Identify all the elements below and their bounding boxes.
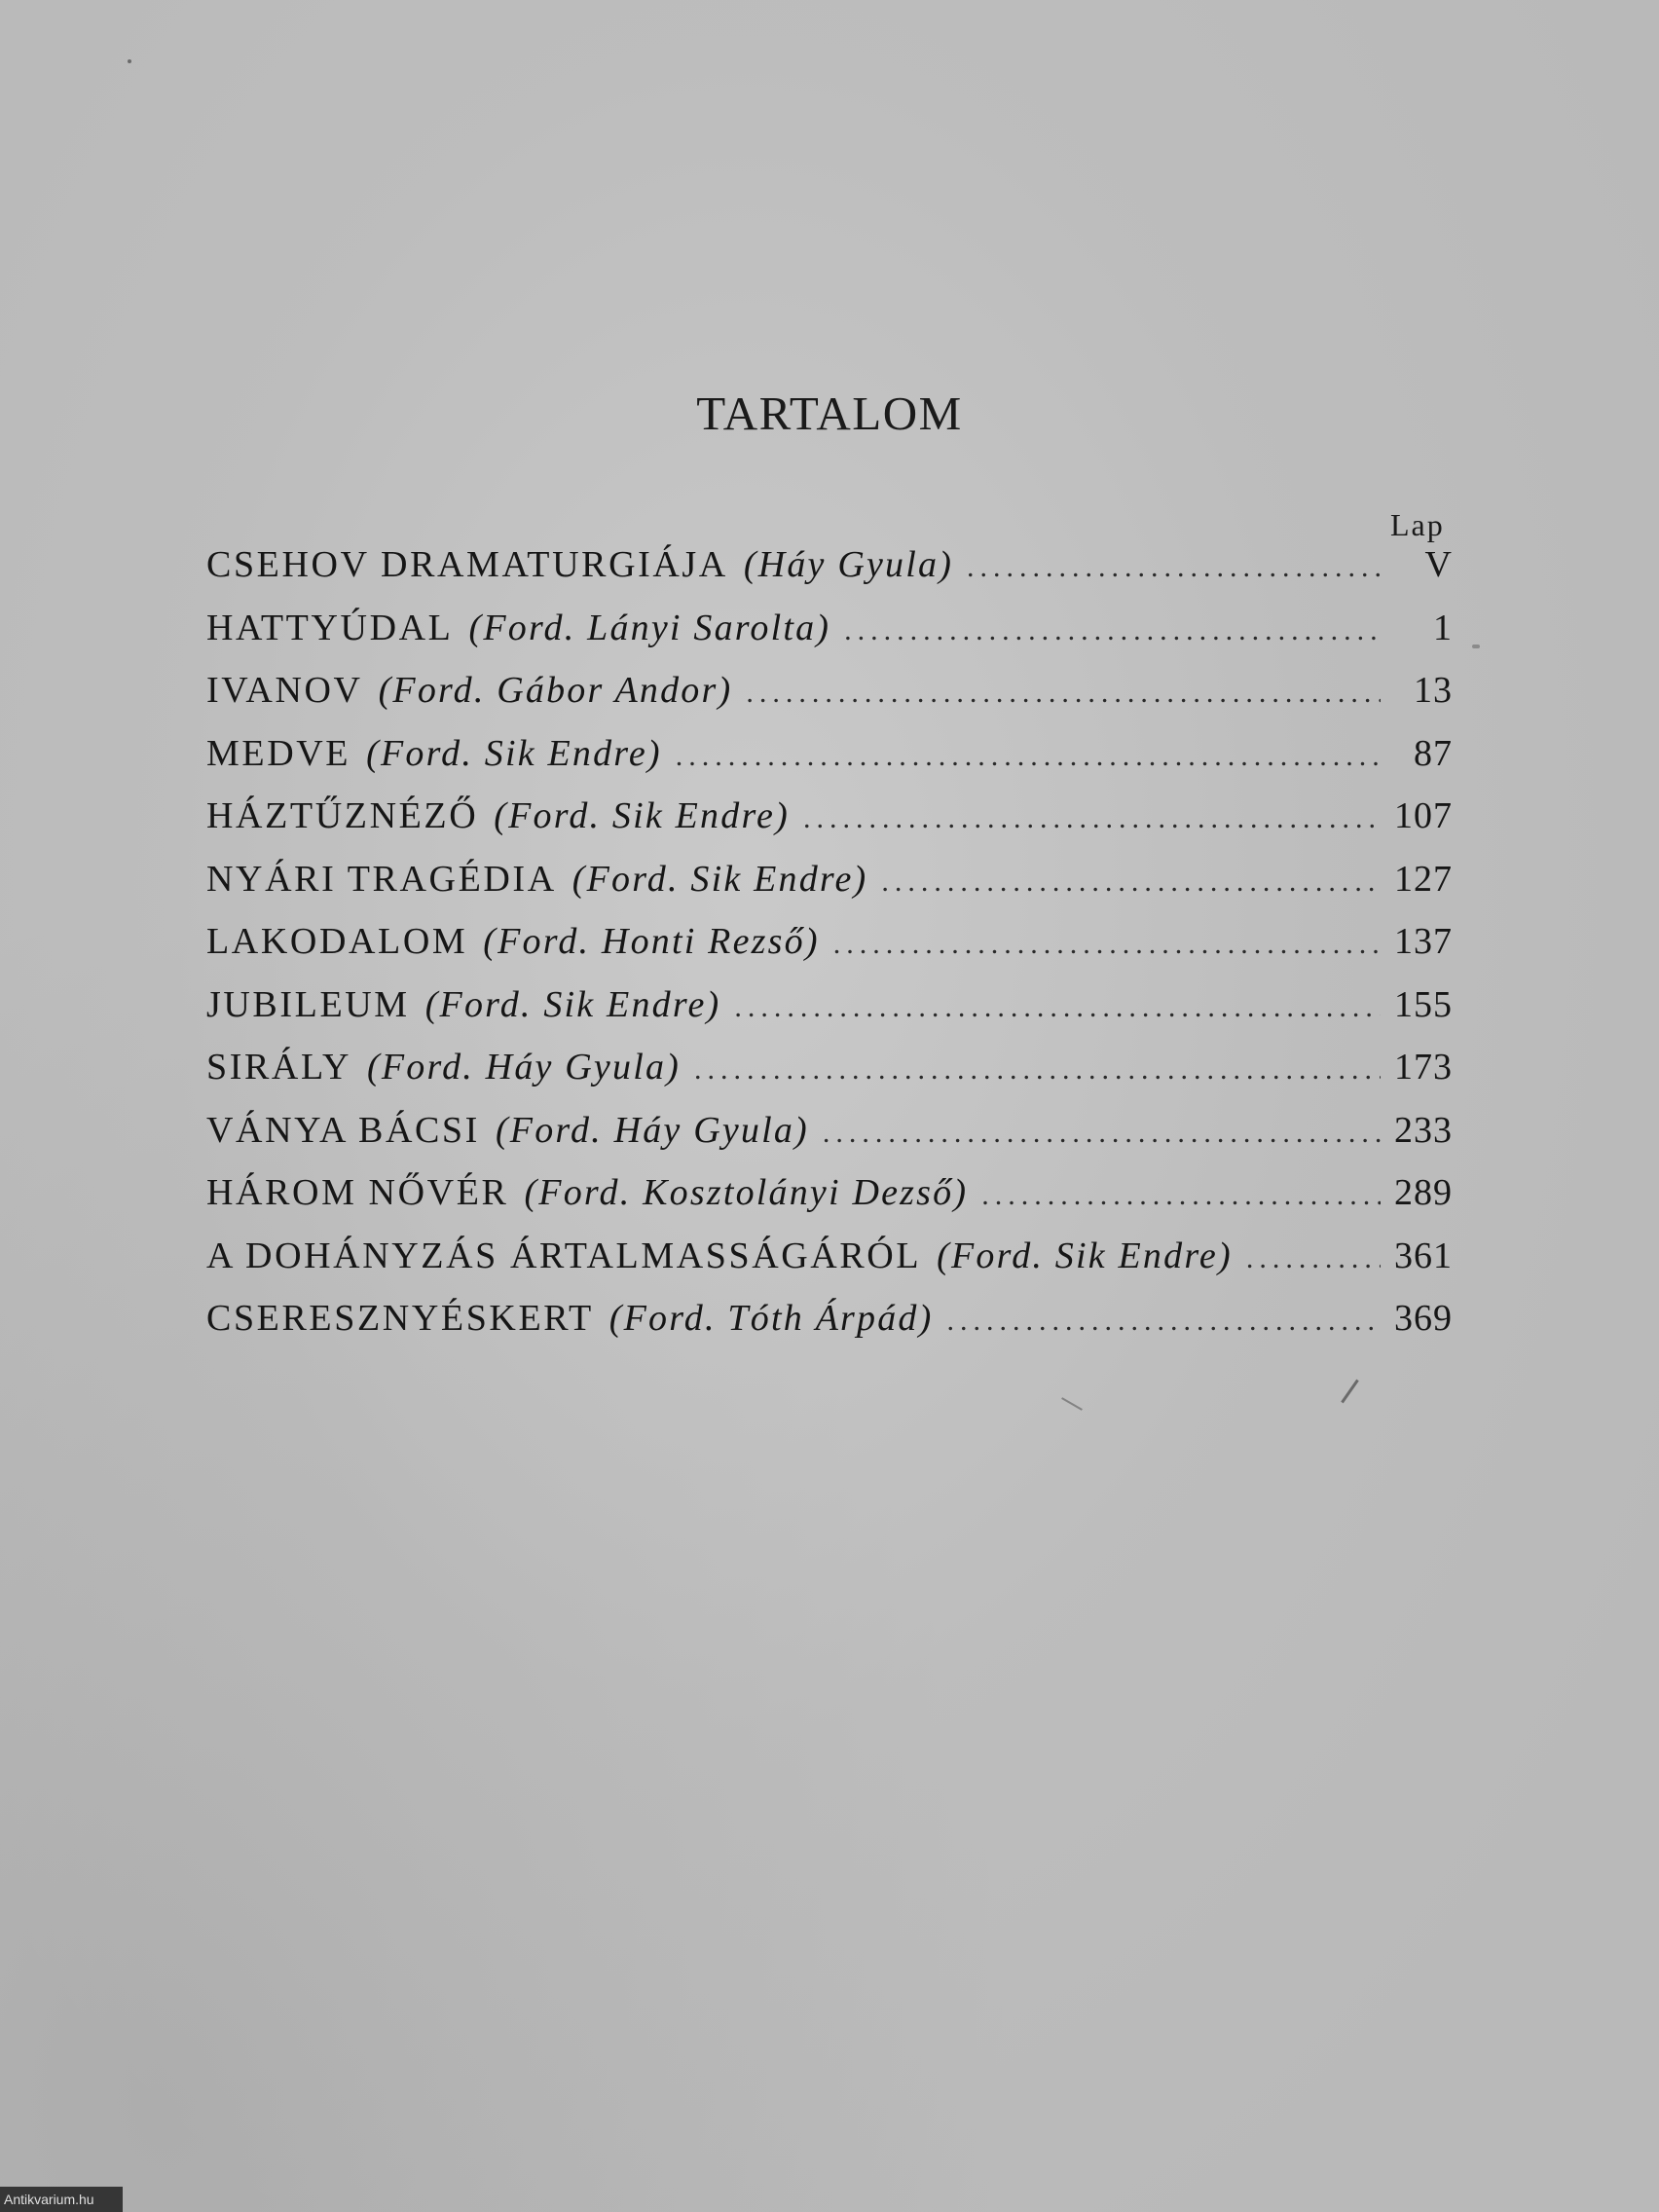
dot-leader [746, 677, 1381, 710]
toc-entry-page: 127 [1394, 858, 1453, 900]
toc-entry-translator: (Ford. Kosztolányi Dezső) [524, 1172, 969, 1213]
toc-entry [206, 920, 1453, 983]
toc-entry [206, 543, 1453, 607]
toc-entry-page: 289 [1394, 1172, 1453, 1213]
toc-entry-title: A DOHÁNYZÁS ÁRTALMASSÁGÁRÓL [206, 1235, 922, 1276]
toc-entry-title: NYÁRI TRAGÉDIA [206, 858, 557, 900]
toc-entry-translator: (Ford. Sik Endre) [366, 732, 662, 774]
dot-leader [967, 551, 1381, 584]
dot-leader [734, 991, 1381, 1024]
toc-entry-title: HÁROM NŐVÉR [206, 1172, 509, 1213]
toc-entry-title: IVANOV [206, 670, 363, 711]
toc-entry-page: 361 [1394, 1235, 1453, 1276]
toc-entry [206, 1046, 1453, 1109]
toc-entry-translator: (Ford. Háy Gyula) [367, 1047, 682, 1088]
toc-entry-page: V [1424, 544, 1453, 585]
toc-entry-translator: (Ford. Honti Rezső) [483, 921, 820, 962]
toc-entry-translator: (Ford. Lányi Sarolta) [468, 607, 831, 648]
toc-entry-translator: (Ford. Gábor Andor) [378, 670, 733, 711]
toc-entry [206, 794, 1453, 858]
dot-leader [694, 1053, 1381, 1087]
toc-entry-page: 173 [1394, 1047, 1453, 1088]
page-column-header: Lap [1390, 507, 1445, 542]
toc-entry-translator: (Ford. Sik Endre) [571, 858, 868, 900]
dot-leader [676, 740, 1381, 773]
toc-entry-translator: (Háy Gyula) [743, 544, 954, 585]
toc-entry [206, 1235, 1453, 1298]
toc-entry-title: MEDVE [206, 732, 351, 774]
toc-entry-title: SIRÁLY [206, 1047, 352, 1088]
site-watermark: Antikvarium.hu [0, 2187, 123, 2212]
toc-entry-translator: (Ford. Sik Endre) [494, 795, 790, 836]
toc-entry-translator: (Ford. Háy Gyula) [495, 1109, 809, 1151]
toc-entry [206, 607, 1453, 670]
toc-entry-title: VÁNYA BÁCSI [206, 1109, 480, 1151]
toc-entry-title: HATTYÚDAL [206, 607, 454, 648]
dot-leader [803, 802, 1381, 835]
dot-leader [823, 1117, 1381, 1150]
paper-scratch [1061, 1397, 1083, 1411]
toc-entry-page: 107 [1394, 795, 1453, 836]
toc-entry [206, 1109, 1453, 1172]
page-title: TARTALOM [696, 387, 963, 440]
paper-scratch [1341, 1380, 1359, 1404]
toc-entry-title: JUBILEUM [206, 983, 410, 1025]
paper-speck [1472, 645, 1480, 648]
dot-leader [946, 1305, 1381, 1338]
toc-entry [206, 858, 1453, 921]
dot-leader [881, 866, 1381, 899]
toc-entry-translator: (Ford. Sik Endre) [424, 983, 721, 1025]
toc-entry [206, 669, 1453, 732]
toc-entry-page: 137 [1394, 921, 1453, 962]
toc-entry-page: 155 [1394, 983, 1453, 1025]
toc-entry-page: 369 [1394, 1298, 1453, 1339]
toc-entry-title: CSEHOV DRAMATURGIÁJA [206, 544, 728, 585]
toc-entry-title: HÁZTŰZNÉZŐ [206, 795, 479, 836]
dot-leader [981, 1179, 1381, 1212]
table-of-contents [206, 543, 1453, 1360]
dot-leader [833, 928, 1381, 961]
toc-entry [206, 983, 1453, 1047]
paper-speck [128, 59, 131, 63]
toc-entry-title: CSERESZNYÉSKERT [206, 1298, 594, 1339]
toc-entry-page: 13 [1414, 670, 1453, 711]
dot-leader [844, 614, 1381, 647]
toc-entry-page: 1 [1433, 607, 1453, 648]
toc-entry-translator: (Ford. Sik Endre) [937, 1235, 1233, 1276]
toc-entry-title: LAKODALOM [206, 921, 468, 962]
toc-entry-page: 87 [1414, 732, 1453, 774]
toc-entry [206, 1171, 1453, 1235]
toc-entry [206, 732, 1453, 795]
toc-entry [206, 1297, 1453, 1360]
dot-leader [1246, 1242, 1381, 1275]
toc-entry-page: 233 [1394, 1109, 1453, 1151]
toc-entry-translator: (Ford. Tóth Árpád) [608, 1298, 934, 1339]
